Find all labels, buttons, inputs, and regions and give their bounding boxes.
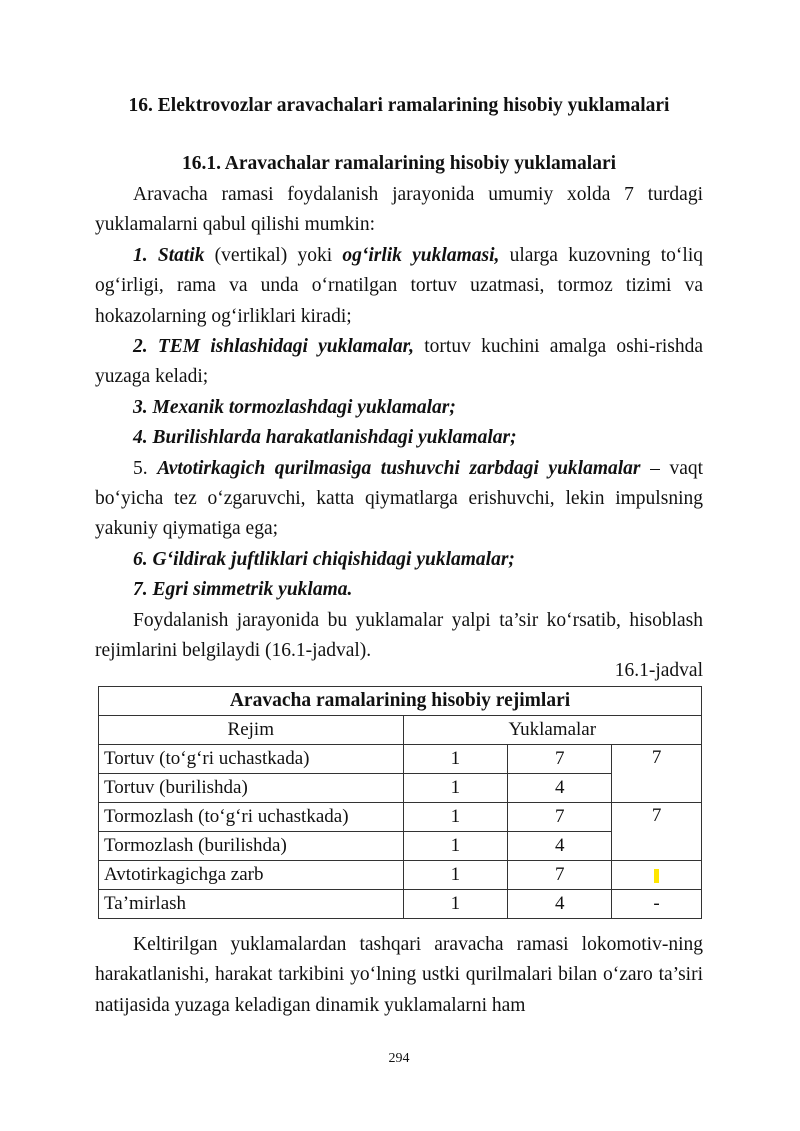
table-title-row [99, 687, 702, 716]
chapter-title: 16. Elektrovozlar aravachalari ramalarining hisobiy yuklamalari [128, 95, 670, 116]
row-load-b: 7 [508, 861, 612, 890]
item-1-mid: (vertikal) yoki [204, 244, 343, 266]
page-number: 294 [388, 1051, 410, 1066]
row-load-b: 4 [508, 890, 612, 919]
row-name: Ta’mirlash [99, 890, 404, 919]
item-1 [95, 241, 703, 332]
row-name: Avtotirkagichga zarb [99, 861, 404, 890]
row-load-b: 7 [508, 803, 612, 832]
item-2-lead: 2. TEM ishlashidagi yuklamalar, [133, 336, 415, 358]
row-load-a: 1 [403, 774, 508, 803]
closing-paragraph: Keltirilgan yuklamalardan tashqari aravacha ramasi lokomotiv-ning harakatlanishi, harakat tarkibini yo‘lning ustki qurilmalari bilan o‘zaro ta’siri natijasida yuzaga keladigan dinamik yuklamalarni ham [95, 934, 703, 1016]
item-4: 4. Burilishlarda harakatlanishdagi yuklamalar; [133, 427, 517, 449]
row-load-a: 1 [403, 832, 508, 861]
row-name: Tormozlash (burilishda) [99, 832, 404, 861]
header-regime: Rejim [99, 716, 404, 745]
summary-paragraph: Foydalanish jarayonida bu yuklamalar yalpi ta’sir ko‘rsatib, hisoblash rejimlarini belgilaydi (16.1-jadval). [95, 609, 703, 662]
item-5-rest: – vaqt bo‘yicha tez o‘zgaruvchi, katta qiymatlarga erishuvchi, lekin impulsning yakuniy qiymatiga ega; [95, 457, 704, 540]
table-header-row [99, 716, 702, 745]
merged-load-c1: 7 [612, 745, 702, 803]
row-load-c: - [612, 890, 702, 919]
row-load-b: 4 [508, 832, 612, 861]
section-title: 16.1. Aravachalar ramalarining hisobiy yuklamalari [181, 153, 617, 174]
row-name: Tortuv (to‘g‘ri uchastkada) [99, 745, 404, 774]
table-caption: 16.1-jadval [614, 660, 703, 681]
item-5-num: 5. [133, 457, 158, 479]
table-row [99, 803, 702, 832]
row-load-a: 1 [403, 890, 508, 919]
loads-table [98, 686, 702, 919]
table-title: Aravacha ramalarining hisobiy rejimlari [99, 687, 702, 716]
item-5-lead: Avtotirkagich qurilmasiga tushuvchi zarbdagi yuklamalar [157, 457, 641, 479]
row-load-b: 4 [508, 774, 612, 803]
item-2-rest: tortuv kuchini amalga oshi-rishda yuzaga keladi; [95, 336, 704, 388]
item-1-lead2: og‘irlik yuklamasi, [342, 244, 500, 266]
row-load-a: 1 [403, 803, 508, 832]
item-6: 6. G‘ildirak juftliklari chiqishidagi yuklamalar; [133, 548, 515, 570]
closing-text [95, 930, 703, 1021]
highlight-mark-cell [612, 861, 702, 890]
table-row [99, 861, 702, 890]
merged-load-c2: 7 [612, 803, 702, 861]
item-5 [95, 454, 703, 545]
item-2 [95, 332, 703, 393]
row-load-a: 1 [403, 861, 508, 890]
table-row [99, 774, 702, 803]
intro-paragraph: Aravacha ramasi foydalanish jarayonida umumiy xolda 7 turdagi yuklamalarni qabul qilishi mumkin: [95, 184, 703, 236]
table-row [99, 745, 702, 774]
table-row [99, 832, 702, 861]
item-1-rest: ularga kuzovning to‘liq og‘irligi, rama va unda o‘rnatilgan tortuv uzatmasi, tormoz tizimi va hokazolarning og‘irliklari kiradi; [95, 244, 703, 327]
item-7: 7. Egri simmetrik yuklama. [133, 579, 353, 601]
row-name: Tortuv (burilishda) [99, 774, 404, 803]
yellow-highlight-mark [654, 869, 659, 883]
row-load-a: 1 [403, 745, 508, 774]
item-3: 3. Mexanik tormozlashdagi yuklamalar; [133, 396, 456, 418]
header-loads: Yuklamalar [403, 716, 701, 745]
item-1-lead: 1. Statik [133, 244, 205, 266]
row-load-b: 7 [508, 745, 612, 774]
table-row [99, 890, 702, 919]
row-name: Tormozlash (to‘g‘ri uchastkada) [99, 803, 404, 832]
body-text [95, 180, 703, 667]
